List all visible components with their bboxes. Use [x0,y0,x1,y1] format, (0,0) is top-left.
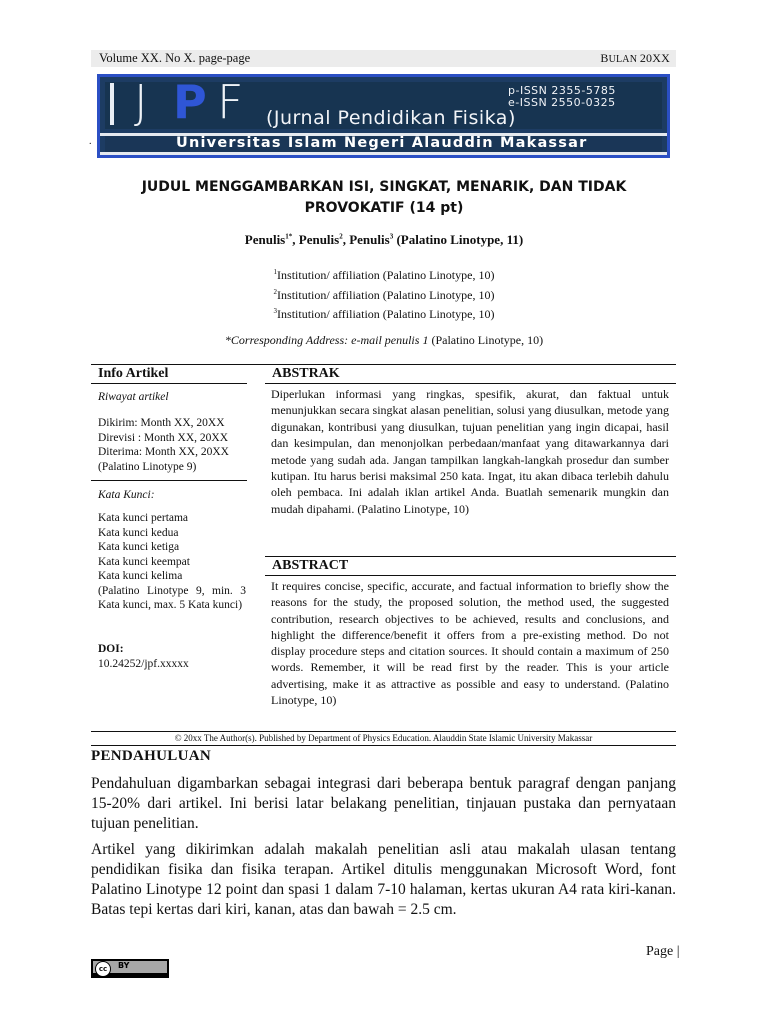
logo-letter-p: P [173,75,207,129]
title-line-1: JUDUL MENGGAMBARKAN ISI, SINGKAT, MENARIK, DAN TIDAK [141,179,627,195]
keyword-item: Kata kunci ketiga [98,541,180,553]
section-heading-pendahuluan: PENDAHULUAN [91,748,211,764]
electronic-issn: e-ISSN 2550-0325 [508,96,616,109]
body-paragraph-1: Pendahuluan digambarkan sebagai integrasi dari beberapa bentuk paragraf dengan panjang 15-20% dari artikel. Ini berisi latar belakang penelitian, tinjauan pustaka dan pernyataan tujuan penelitian. [91,775,676,832]
stray-dot: . [89,136,92,147]
running-header [91,50,676,67]
rule-top [91,364,676,365]
accepted-date: Diterima: Month XX, 20XX [98,446,229,458]
university-name: Universitas Islam Negeri Alauddin Makassar [176,135,588,151]
cc-license-badge[interactable] [91,959,169,978]
affiliation-3: $^3$Institution/ affiliation (Palatino Linotype, 10) [273,307,495,321]
page-number: Page | [646,944,680,959]
logo-letter-f: F [217,75,244,129]
title-line-2: PROVOKATIF (14 pt) [304,200,464,216]
volume-info: Volume XX. No X. page-page [99,51,251,65]
keyword-item: Kata kunci keempat [98,555,190,568]
affiliations [120,264,648,323]
author-list: Penulis$^{1*}$, Penulis$^2$, Penulis$^3$ (Palatino Linotype, 11) [244,232,524,247]
submitted-date: Dikirim: Month XX, 20XX [98,417,225,429]
abstrak-heading: ABSTRAK [272,366,340,381]
corresponding-address: *Corresponding Address: e-mail penulis 1 (Palatino Linotype, 10) [224,333,544,347]
copyright-line: © 20xx The Author(s). Published by Department of Physics Education. Alauddin State Islamic University Makassar [174,733,593,743]
keywords-label: Kata Kunci: [98,489,155,501]
journal-name: (Jurnal Pendidikan Fisika) [266,107,516,129]
rule-abstrak-head [265,383,676,384]
logo-letter-j: J [134,75,148,129]
history-font-note: (Palatino Linotype 9) [98,460,197,473]
abstrak-text: Diperlukan informasi yang ringkas, spesifik, akurat, dan faktual untuk menunjukkan secara singkat alasan penelitian, solusi yang diusulkan, metode yang digunakan, kontribusi yang diusulkan, tujuan penelitian yang ingin dicapai, hasil dan kesimpulan, dan menonjolkan perbedaan/manfaat yang ditawarkannya dari metode yang sudah ada. Jangan tampilkan langkah-langkah prosedur dan sumber kutipan. Itu harus berisi maksimal 250 kata. Ingat, itu akan dibaca terlebih dahulu oleh pembaca. Ini adalah iklan artikel Anda. Buatlah semenarik mungkin dan mudah dipahami. (Palatino Linotype, 10) [271,387,669,516]
rule-copyright-top [91,731,676,732]
banner-accent-bar [110,83,114,125]
journal-banner [97,74,670,158]
body-paragraph-2: Artikel yang dikirimkan adalah makalah penelitian asli atau makalah ulasan tentang pendidikan fisika dan fisika terapan. Artikel ditulis menggunakan Microsoft Word, font Palatino Linotype 12 point dan spasi 1 dalam 7-10 halaman, kertas ukuran A4 rata kiri-kanan. Batas tepi kertas dari kiri, kanan, atas dan bawah = 2.5 cm. [91,841,676,918]
rule-history-end [91,480,247,481]
keyword-item: Kata kunci kelima [98,570,183,582]
rule-info-head [91,383,247,384]
revised-date: Direvisi : Month XX, 20XX [98,431,229,444]
keywords-note: (Palatino Linotype 9, min. 3 Kata kunci, max. 5 Kata kunci) [98,584,246,611]
keyword-item: Kata kunci pertama [98,512,189,524]
affiliation-2: $^2$Institution/ affiliation (Palatino Linotype, 10) [273,287,495,302]
abstract-heading: ABSTRACT [272,558,349,573]
rule-abstract-head [265,575,676,576]
abstract-text: It requires concise, specific, accurate, and factual information to briefly show the reasons for the study, the proposed solution, the method used, the suggested contribution, research objectives to be achieved, results and conclusions, and highlight the difference/benefit it offers from a pre-existing method. Do not display procedure steps and citation sources. It should contain a maximum of 250 words. Remember, it will be read first by the reader. This is your article advertising, make it as attractive as possible and easy to understand. (Palatino Linotype, 10) [271,579,669,708]
by-attribution-icon: BY [118,961,130,970]
rule-abstract-top [265,556,676,557]
cc-icon: cc [95,961,111,977]
history-label: Riwayat artikel [98,391,169,403]
doi-value[interactable]: 10.24252/jpf.xxxxx [98,658,189,670]
doi-label: DOI: [98,643,124,655]
issue-month: BULAN 20XX [600,51,670,65]
print-issn: p-ISSN 2355-5785 [508,84,616,97]
keyword-item: Kata kunci kedua [98,526,179,539]
issn-block [508,85,616,109]
history-dates [98,416,229,474]
keywords-list [98,511,246,613]
affiliation-1: $^1$Institution/ affiliation (Palatino Linotype, 10) [273,268,495,282]
rule-copyright-bottom [91,745,676,746]
info-heading: Info Artikel [98,366,169,381]
paper-title [120,177,648,219]
